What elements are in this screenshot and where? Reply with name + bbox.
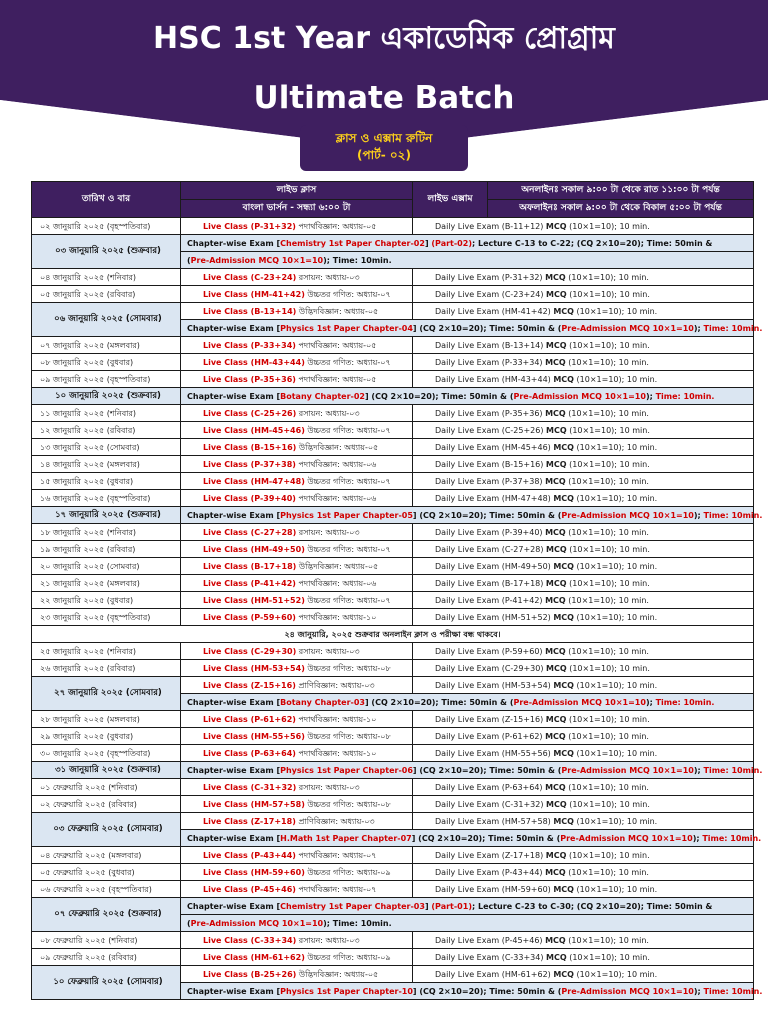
table-row: ১০ ফেব্রুয়ারি ২০২৫ (সোমবার) Live Class (B-25+26) উদ্ভিদবিজ্ঞান: অধ্যায়-০৫ Daily Live Exam (HM-61+62) MCQ (10×1=10); 10 min. bbox=[32, 966, 754, 983]
table-row: ০৮ জানুয়ারি ২০২৫ (বুধবার) Live Class (HM-43+44) উচ্চতর গণিত: অধ্যায়-০৭ Daily Live Exam (P-33+34) MCQ (10×1=10); 10 min. bbox=[32, 354, 754, 371]
table-row: ০৩ জানুয়ারি ২০২৫ (শুক্রবার) Chapter-wise Exam [Chemistry 1st Paper Chapter-02] (Part-02); Lecture C-13 to C-22; (CQ 2×10=20); Time: 50min & bbox=[32, 235, 754, 252]
table-row: ০৬ ফেব্রুয়ারি ২০২৫ (বৃহস্পতিবার) Live Class (P-45+46) পদার্থবিজ্ঞান: অধ্যায়-০৭ Daily Live Exam (HM-59+60) MCQ (10×1=10); 10 min. bbox=[32, 881, 754, 898]
table-row: ৩০ জানুয়ারি ২০২৫ (বৃহস্পতিবার) Live Class (P-63+64) পদার্থবিজ্ঞান: অধ্যায়-১০ Daily Live Exam (HM-55+56) MCQ (10×1=10); 10 min. bbox=[32, 745, 754, 762]
online-time-header: অনলাইনঃ সকাল ৯:০০ টা থেকে রাত ১১:০০ টা পর্যন্ত bbox=[488, 182, 754, 200]
col-date-header: তারিখ ও বার bbox=[32, 182, 181, 218]
table-row: ০৮ ফেব্রুয়ারি ২০২৫ (শনিবার) Live Class (C-33+34) রসায়ন: অধ্যায়-০৩ Daily Live Exam (P-45+46) MCQ (10×1=10); 10 min. bbox=[32, 932, 754, 949]
table-row: ২২ জানুয়ারি ২০২৫ (বুধবার) Live Class (HM-51+52) উচ্চতর গণিত: অধ্যায়-০৭ Daily Live Exam (P-41+42) MCQ (10×1=10); 10 min. bbox=[32, 592, 754, 609]
routine-label-line1: ক্লাস ও এক্সাম রুটিন bbox=[335, 131, 433, 145]
table-row: ০৯ জানুয়ারি ২০২৫ (বৃহস্পতিবার) Live Class (P-35+36) পদার্থবিজ্ঞান: অধ্যায়-০৫ Daily Live Exam (HM-43+44) MCQ (10×1=10); 10 min. bbox=[32, 371, 754, 388]
col-live-exam-header: লাইভ এক্সাম bbox=[413, 182, 488, 218]
table-row: Chapter-wise Exam [Physics 1st Paper Chapter-04] (CQ 2×10=20); Time: 50min & (Pre-Admission MCQ 10×1=10); Time: 10min. bbox=[32, 320, 754, 337]
offline-time-header: অফলাইনঃ সকাল ৯:০০ টা থেকে বিকাল ৫:০০ টা পর্যন্ত bbox=[488, 200, 754, 218]
table-row: Chapter-wise Exam [Physics 1st Paper Chapter-10] (CQ 2×10=20); Time: 50min & (Pre-Admission MCQ 10×1=10); Time: 10min. bbox=[32, 983, 754, 1000]
table-row: ২৫ জানুয়ারি ২০২৫ (শনিবার) Live Class (C-29+30) রসায়ন: অধ্যায়-০৩ Daily Live Exam (P-59+60) MCQ (10×1=10); 10 min. bbox=[32, 643, 754, 660]
table-row: ১৯ জানুয়ারি ২০২৫ (রবিবার) Live Class (HM-49+50) উচ্চতর গণিত: অধ্যায়-০৭ Daily Live Exam (C-27+28) MCQ (10×1=10); 10 min. bbox=[32, 541, 754, 558]
table-row: ২৯ জানুয়ারি ২০২৫ (বুধবার) Live Class (HM-55+56) উচ্চতর গণিত: অধ্যায়-০৮ Daily Live Exam (P-61+62) MCQ (10×1=10); 10 min. bbox=[32, 728, 754, 745]
col-live-class-header: লাইভ ক্লাস bbox=[181, 182, 413, 200]
batch-title: Ultimate Batch bbox=[253, 80, 515, 116]
table-row: (Pre-Admission MCQ 10×1=10); Time: 10min. bbox=[32, 915, 754, 932]
table-row: (Pre-Admission MCQ 10×1=10); Time: 10min. bbox=[32, 252, 754, 269]
table-row: ০৭ জানুয়ারি ২০২৫ (মঙ্গলবার) Live Class (P-33+34) পদার্থবিজ্ঞান: অধ্যায়-০৫ Daily Live Exam (B-13+14) MCQ (10×1=10); 10 min. bbox=[32, 337, 754, 354]
holiday-notice-row: ২৪ জানুয়ারি, ২০২৫ শুক্রবার অনলাইন ক্লাস ও পরীক্ষা বন্ধ থাকবে। bbox=[32, 626, 754, 643]
table-row: ২০ জানুয়ারি ২০২৫ (সোমবার) Live Class (B-17+18) উদ্ভিদবিজ্ঞান: অধ্যায়-০৫ Daily Live Exam (HM-49+50) MCQ (10×1=10); 10 min. bbox=[32, 558, 754, 575]
routine-label bbox=[300, 125, 468, 171]
table-row: ১৪ জানুয়ারি ২০২৫ (মঙ্গলবার) Live Class (P-37+38) পদার্থবিজ্ঞান: অধ্যায়-০৬ Daily Live Exam (B-15+16) MCQ (10×1=10); 10 min. bbox=[32, 456, 754, 473]
table-row: ০৫ ফেব্রুয়ারি ২০২৫ (বুধবার) Live Class (HM-59+60) উচ্চতর গণিত: অধ্যায়-০৯ Daily Live Exam (P-43+44) MCQ (10×1=10); 10 min. bbox=[32, 864, 754, 881]
table-row: ১৫ জানুয়ারি ২০২৫ (বুধবার) Live Class (HM-47+48) উচ্চতর গণিত: অধ্যায়-০৭ Daily Live Exam (P-37+38) MCQ (10×1=10); 10 min. bbox=[32, 473, 754, 490]
routine-table bbox=[31, 181, 763, 1000]
table-row: ০১ ফেব্রুয়ারি ২০২৫ (শনিবার) Live Class (C-31+32) রসায়ন: অধ্যায়-০৩ Daily Live Exam (P-63+64) MCQ (10×1=10); 10 min. bbox=[32, 779, 754, 796]
table-row: ০৯ ফেব্রুয়ারি ২০২৫ (রবিবার) Live Class (HM-61+62) উচ্চতর গণিত: অধ্যায়-০৯ Daily Live Exam (C-33+34) MCQ (10×1=10); 10 min. bbox=[32, 949, 754, 966]
table-row: ১৭ জানুয়ারি ২০২৫ (শুক্রবার) Chapter-wise Exam [Physics 1st Paper Chapter-05] (CQ 2×10=20); Time: 50min & (Pre-Admission MCQ 10×1=10); Time: 10min. bbox=[32, 507, 754, 524]
table-row: ১২ জানুয়ারি ২০২৫ (রবিবার) Live Class (HM-45+46) উচ্চতর গণিত: অধ্যায়-০৭ Daily Live Exam (C-25+26) MCQ (10×1=10); 10 min. bbox=[32, 422, 754, 439]
table-row: ১১ জানুয়ারি ২০২৫ (শনিবার) Live Class (C-25+26) রসায়ন: অধ্যায়-০৩ Daily Live Exam (P-35+36) MCQ (10×1=10); 10 min. bbox=[32, 405, 754, 422]
table-row: ০৫ জানুয়ারি ২০২৫ (রবিবার) Live Class (HM-41+42) উচ্চতর গণিত: অধ্যায়-০৭ Daily Live Exam (C-23+24) MCQ (10×1=10); 10 min. bbox=[32, 286, 754, 303]
table-row: ৩১ জানুয়ারি ২০২৫ (শুক্রবার) Chapter-wise Exam [Physics 1st Paper Chapter-06] (CQ 2×10=20); Time: 50min & (Pre-Admission MCQ 10×1=10); Time: 10min. bbox=[32, 762, 754, 779]
table-row: ১৮ জানুয়ারি ২০২৫ (শনিবার) Live Class (C-27+28) রসায়ন: অধ্যায়-০৩ Daily Live Exam (P-39+40) MCQ (10×1=10); 10 min. bbox=[32, 524, 754, 541]
table-row: ০২ জানুয়ারি ২০২৫ (বৃহস্পতিবার) Live Class (P-31+32) পদার্থবিজ্ঞান: অধ্যায়-০৫ Daily Live Exam (B-11+12) MCQ (10×1=10); 10 min. bbox=[32, 218, 754, 235]
table-row: ০৩ ফেব্রুয়ারি ২০২৫ (সোমবার) Live Class (Z-17+18) প্রাণিবিজ্ঞান: অধ্যায়-০৩ Daily Live Exam (HM-57+58) MCQ (10×1=10); 10 min. bbox=[32, 813, 754, 830]
table-row: ২১ জানুয়ারি ২০২৫ (মঙ্গলবার) Live Class (P-41+42) পদার্থবিজ্ঞান: অধ্যায়-০৬ Daily Live Exam (B-17+18) MCQ (10×1=10); 10 min. bbox=[32, 575, 754, 592]
table-row: ১৩ জানুয়ারি ২০২৫ (সোমবার) Live Class (B-15+16) উদ্ভিদবিজ্ঞান: অধ্যায়-০৫ Daily Live Exam (HM-45+46) MCQ (10×1=10); 10 min. bbox=[32, 439, 754, 456]
table-row: Chapter-wise Exam [Botany Chapter-03] (CQ 2×10=20); Time: 50min & (Pre-Admission MCQ 10×1=10); Time: 10min. bbox=[32, 694, 754, 711]
table-row: ২৩ জানুয়ারি ২০২৫ (বৃহস্পতিবার) Live Class (P-59+60) পদার্থবিজ্ঞান: অধ্যায়-১০ Daily Live Exam (HM-51+52) MCQ (10×1=10); 10 min. bbox=[32, 609, 754, 626]
routine-label-line2: (পার্ট- ০২) bbox=[357, 148, 411, 162]
page-title: HSC 1st Year একাডেমিক প্রোগ্রাম bbox=[153, 21, 615, 56]
table-row: ০২ ফেব্রুয়ারি ২০২৫ (রবিবার) Live Class (HM-57+58) উচ্চতর গণিত: অধ্যায়-০৮ Daily Live Exam (C-31+32) MCQ (10×1=10); 10 min. bbox=[32, 796, 754, 813]
table-row: ১০ জানুয়ারি ২০২৫ (শুক্রবার) Chapter-wise Exam [Botany Chapter-02] (CQ 2×10=20); Time: 50min & (Pre-Admission MCQ 10×1=10); Time: 10min. bbox=[32, 388, 754, 405]
live-class-time-header: বাংলা ভার্সন - সন্ধ্যা ৬:০০ টা bbox=[181, 200, 413, 218]
table-row: ২৬ জানুয়ারি ২০২৫ (রবিবার) Live Class (HM-53+54) উচ্চতর গণিত: অধ্যায়-০৮ Daily Live Exam (C-29+30) MCQ (10×1=10); 10 min. bbox=[32, 660, 754, 677]
table-row: ০৭ ফেব্রুয়ারি ২০২৫ (শুক্রবার) Chapter-wise Exam [Chemistry 1st Paper Chapter-03] (Part-01); Lecture C-23 to C-30; (CQ 2×10=20); Time: 50min & bbox=[32, 898, 754, 915]
table-row: ০৪ ফেব্রুয়ারি ২০২৫ (মঙ্গলবার) Live Class (P-43+44) পদার্থবিজ্ঞান: অধ্যায়-০৭ Daily Live Exam (Z-17+18) MCQ (10×1=10); 10 min. bbox=[32, 847, 754, 864]
header-banner bbox=[0, 0, 768, 175]
table-row: ১৬ জানুয়ারি ২০২৫ (বৃহস্পতিবার) Live Class (P-39+40) পদার্থবিজ্ঞান: অধ্যায়-০৬ Daily Live Exam (HM-47+48) MCQ (10×1=10); 10 min. bbox=[32, 490, 754, 507]
table-row: ২৭ জানুয়ারি ২০২৫ (সোমবার) Live Class (Z-15+16) প্রাণিবিজ্ঞান: অধ্যায়-০৩ Daily Live Exam (HM-53+54) MCQ (10×1=10); 10 min. bbox=[32, 677, 754, 694]
table-row: ০৪ জানুয়ারি ২০২৫ (শনিবার) Live Class (C-23+24) রসায়ন: অধ্যায়-০৩ Daily Live Exam (P-31+32) MCQ (10×1=10); 10 min. bbox=[32, 269, 754, 286]
table-row: ০৬ জানুয়ারি ২০২৫ (সোমবার) Live Class (B-13+14) উদ্ভিদবিজ্ঞান: অধ্যায়-০৫ Daily Live Exam (HM-41+42) MCQ (10×1=10); 10 min. bbox=[32, 303, 754, 320]
table-row: Chapter-wise Exam [H.Math 1st Paper Chapter-07] (CQ 2×10=20); Time: 50min & (Pre-Admission MCQ 10×1=10); Time: 10min. bbox=[32, 830, 754, 847]
table-row: ২৮ জানুয়ারি ২০২৫ (মঙ্গলবার) Live Class (P-61+62) পদার্থবিজ্ঞান: অধ্যায়-১০ Daily Live Exam (Z-15+16) MCQ (10×1=10); 10 min. bbox=[32, 711, 754, 728]
